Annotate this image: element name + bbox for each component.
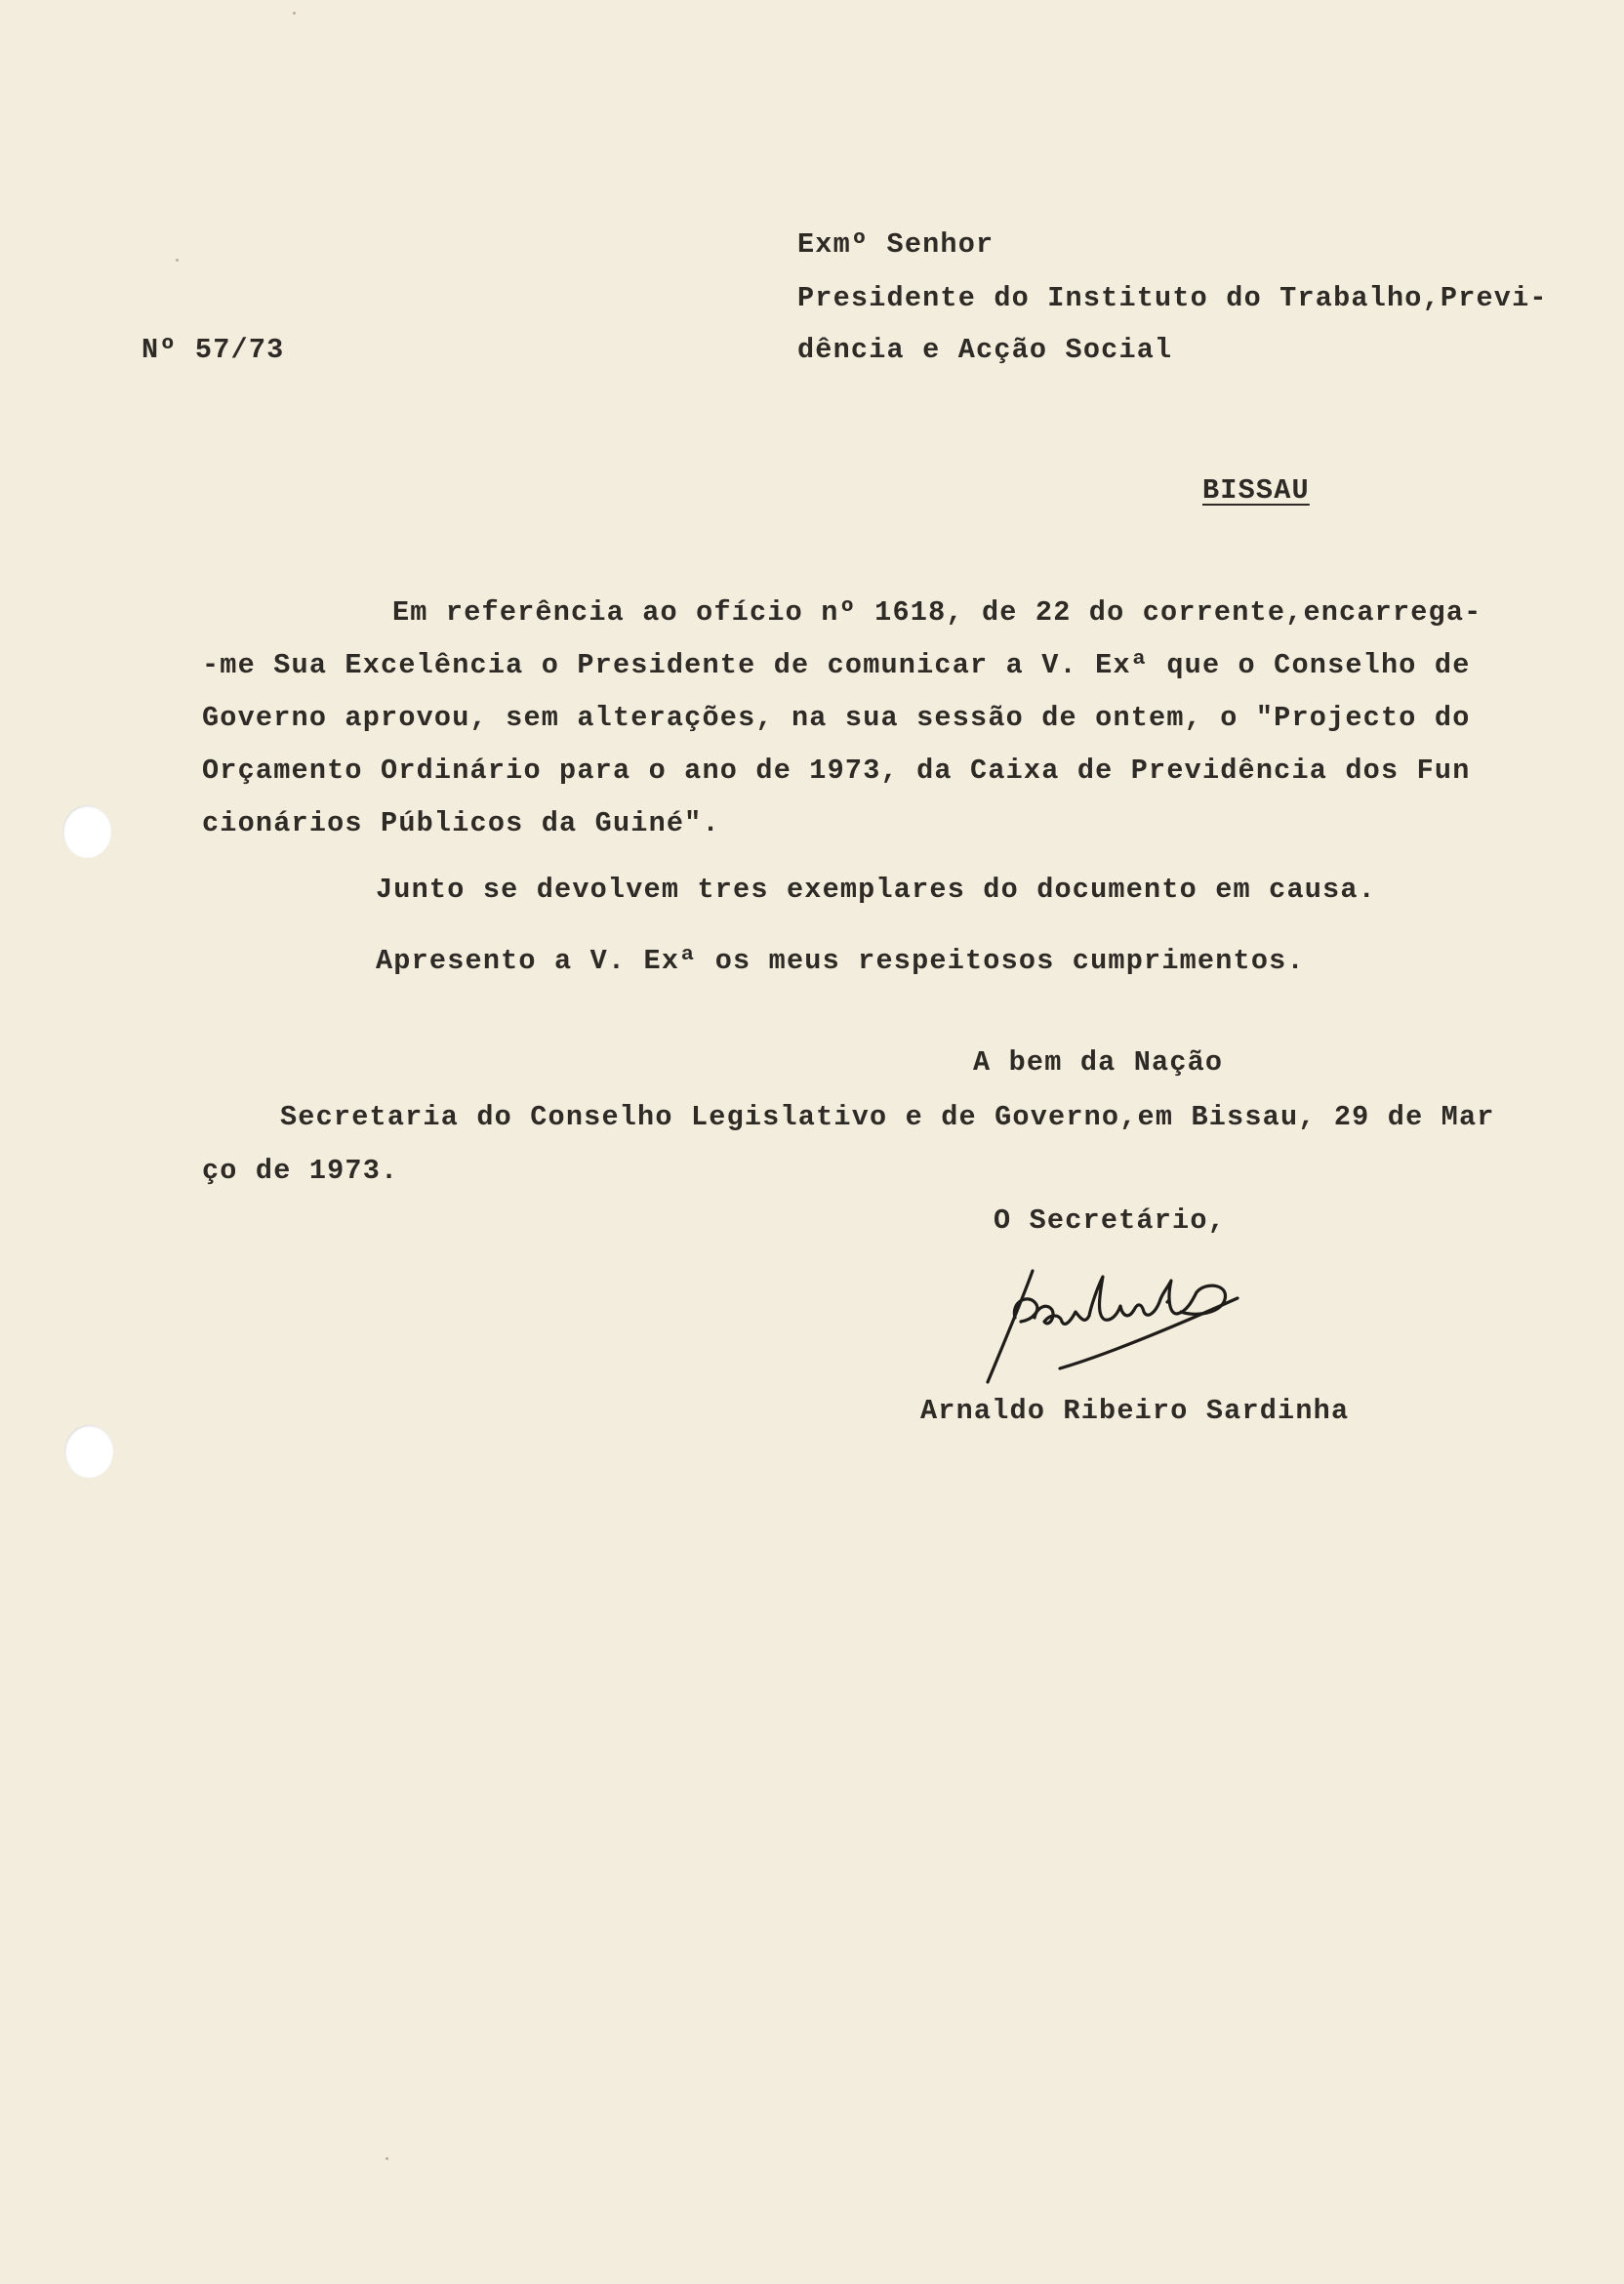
city-heading: BISSAU: [1202, 474, 1310, 507]
body-p1-line-3: Governo aprovou, sem alterações, na sua sessão de ontem, o "Projecto do: [202, 702, 1471, 734]
body-p2: Junto se devolvem tres exemplares do documento em causa.: [376, 874, 1376, 906]
place-date-line-1: Secretaria do Conselho Legislativo e de Governo,em Bissau, 29 de Mar: [280, 1101, 1495, 1133]
body-p1-line-2: -me Sua Excelência o Presidente de comunicar a V. Exª que o Conselho de: [202, 649, 1471, 681]
closing: A bem da Nação: [973, 1046, 1224, 1079]
addressee-salutation: Exmº Senhor: [797, 228, 995, 261]
signatory-title: O Secretário,: [994, 1204, 1226, 1237]
body-p3: Apresento a V. Exª os meus respeitosos cumprimentos.: [376, 945, 1305, 977]
handwritten-signature: [976, 1259, 1288, 1396]
body-p1-line-5: cionários Públicos da Guiné".: [202, 807, 720, 839]
body-p1-line-1: Em referência ao ofício nº 1618, de 22 do corrente,encarrega-: [392, 596, 1482, 629]
addressee-line-2: dência e Acção Social: [797, 334, 1173, 366]
reference-number: Nº 57/73: [142, 334, 285, 366]
addressee-line-1: Presidente do Instituto do Trabalho,Previ-: [797, 282, 1548, 314]
body-p1-line-4: Orçamento Ordinário para o ano de 1973, da Caixa de Previdência dos Fun: [202, 755, 1471, 787]
place-date-line-2: ço de 1973.: [202, 1155, 399, 1187]
punch-hole-top: [62, 805, 111, 858]
punch-hole-bottom: [64, 1425, 113, 1478]
paper-speck: [176, 259, 179, 262]
paper-speck: [386, 2157, 388, 2160]
paper-speck: [293, 12, 296, 15]
signatory-name: Arnaldo Ribeiro Sardinha: [920, 1395, 1350, 1427]
